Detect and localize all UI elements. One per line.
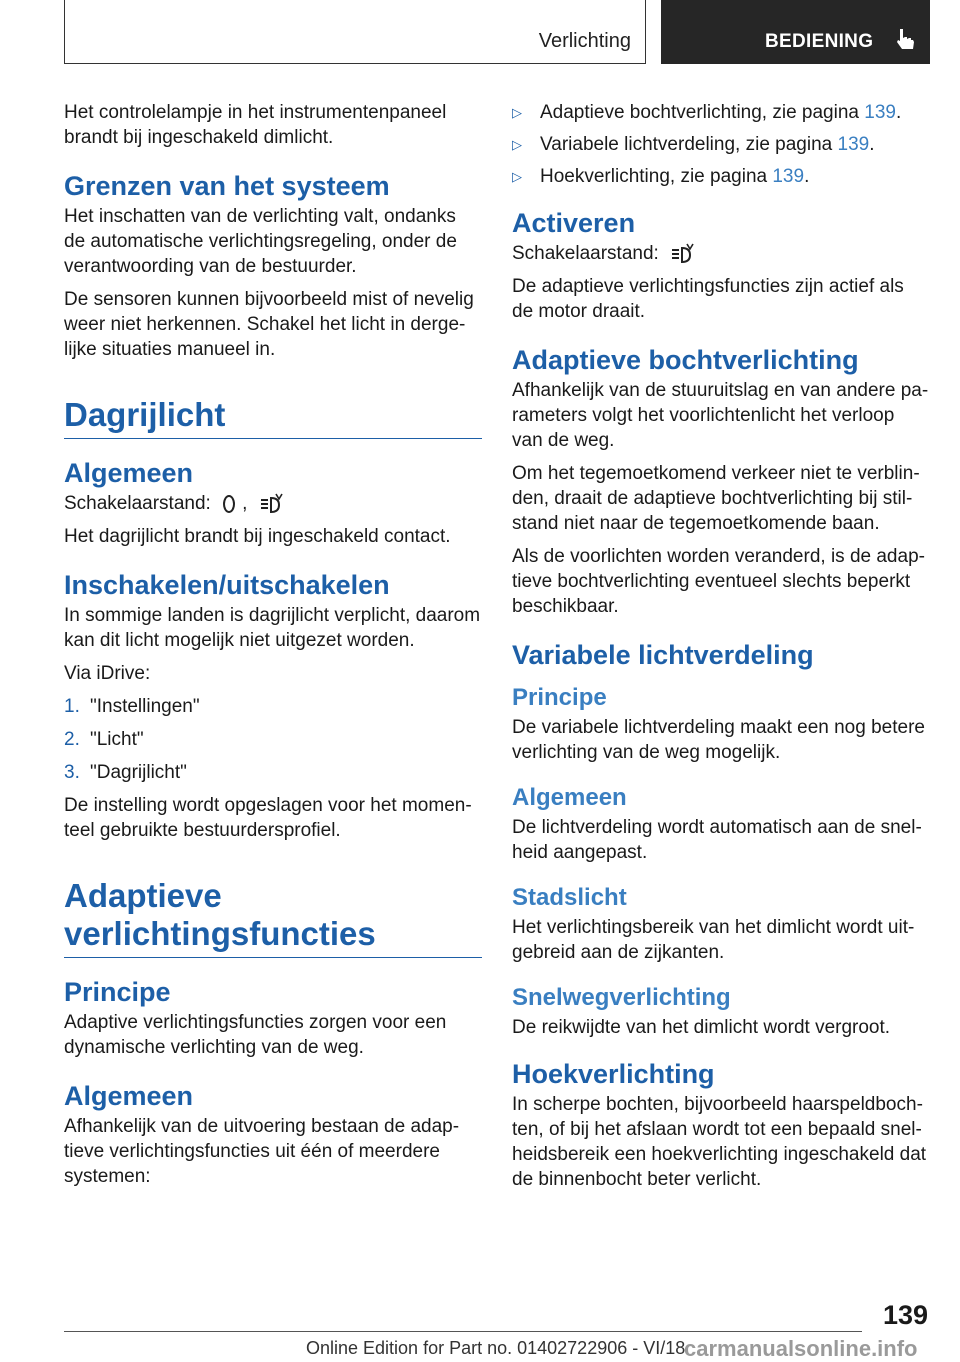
- page-header: [64, 0, 930, 66]
- switch-label: Schakelaarstand:: [512, 243, 659, 264]
- heading-algemeen-2: Algemeen: [64, 1081, 194, 1111]
- edition-text: Online Edition for Part no. 01402722906 - VI/18: [306, 1338, 686, 1358]
- heading-algemeen: Algemeen: [512, 784, 627, 811]
- list-item: 3. "Dagrijlicht": [64, 762, 187, 783]
- heading-adaptieve: Adaptieve verlichtingsfuncties: [64, 877, 482, 958]
- paragraph: In scherpe bochten, bijvoorbeeld haarspeldbochten, of bij het afslaan wordt tot een bepaald snelheidsbereik een hoekverlichting ingeschakeld dat de binnenbocht beter verlicht.: [512, 1094, 927, 1190]
- paragraph: De sensoren kunnen bijvoorbeeld mist of nevelig weer niet herkennen. Schakel het licht in dergelijke situaties manueel in.: [64, 289, 474, 360]
- list-item: 2. "Licht": [64, 729, 144, 750]
- switch-position-line: [64, 491, 482, 516]
- heading-algemeen: Algemeen: [64, 458, 194, 488]
- page-link[interactable]: 139: [837, 134, 870, 155]
- heading-hoekverlichting: Hoekverlichting: [512, 1059, 715, 1089]
- heading-activeren: Activeren: [512, 208, 636, 238]
- heading-snelwegverlichting: Snelwegverlichting: [512, 984, 731, 1011]
- paragraph: Het controlelampje in het instrumentenpaneel brandt bij ingeschakeld dimlicht.: [64, 102, 447, 148]
- paragraph: In sommige landen is dagrijlicht verplicht, daarom kan dit licht mogelijk niet uitgezet worden.: [64, 605, 481, 651]
- separator-comma: ,: [242, 493, 248, 514]
- paragraph: De lichtverdeling wordt automatisch aan de snelheid aangepast.: [512, 817, 922, 863]
- chapter-title: BEDIENING: [765, 31, 874, 52]
- heading-bochtverlichting: Adaptieve bochtverlichting: [512, 345, 859, 375]
- auto-headlight-icon: [670, 243, 696, 265]
- heading-principe: Principe: [512, 684, 607, 711]
- paragraph: Adaptive verlichtingsfuncties zorgen voor een dynamische verlichting van de weg.: [64, 1012, 447, 1058]
- paragraph: De variabele lichtverdeling maakt een nog betere verlichting van de weg mogelijk.: [512, 717, 925, 763]
- heading-principe: Principe: [64, 977, 171, 1007]
- idrive-steps: [64, 694, 482, 785]
- left-column: [64, 100, 482, 1197]
- list-item: ▷ Adaptieve bochtverlichting, zie pagina 139.: [512, 102, 902, 123]
- heading-stadslicht: Stadslicht: [512, 884, 627, 911]
- bullet-list: [512, 100, 930, 189]
- right-column: [512, 100, 930, 1200]
- page-link[interactable]: 139: [864, 102, 896, 123]
- heading-variabele: Variabele lichtverdeling: [512, 640, 814, 670]
- light-switch-zero-icon: [222, 494, 236, 514]
- list-item: 1. "Instellingen": [64, 696, 200, 717]
- triangle-bullet-icon: ▷: [512, 137, 522, 152]
- paragraph: Via iDrive:: [64, 663, 151, 684]
- page-link[interactable]: 139: [772, 166, 805, 187]
- paragraph: Het inschatten van de verlichting valt, ondanks de automatische verlichtingsregeling, onder de verantwoording van de bestuurder.: [64, 206, 457, 277]
- switch-label: Schakelaarstand:: [64, 493, 211, 514]
- hand-pointer-icon: [892, 26, 918, 52]
- heading-grenzen: Grenzen van het systeem: [64, 171, 390, 201]
- watermark: carmanualsonline.info: [684, 1336, 918, 1361]
- triangle-bullet-icon: ▷: [512, 169, 522, 184]
- auto-headlight-icon: [259, 493, 285, 515]
- paragraph: Om het tegemoetkomend verkeer niet te verblinden, draait de adaptieve bochtverlichting bij stilstand niet naar de tegemoetkomende baan.: [512, 463, 920, 534]
- chapter-tab: [661, 0, 930, 64]
- paragraph: Het dagrijlicht brandt bij ingeschakeld contact.: [64, 526, 451, 547]
- triangle-bullet-icon: ▷: [512, 105, 522, 120]
- heading-dagrijlicht: Dagrijlicht: [64, 396, 482, 439]
- section-title: Verlichting: [538, 30, 631, 52]
- page-number: 139: [882, 1300, 928, 1330]
- list-item: ▷ Hoekverlichting, zie pagina 139.: [512, 166, 810, 187]
- paragraph: De instelling wordt opgeslagen voor het momenteel gebruikte bestuurdersprofiel.: [64, 795, 472, 841]
- paragraph: Afhankelijk van de stuuruitslag en van andere parameters volgt het voorlichtenlicht het verloop van de weg.: [512, 380, 929, 451]
- paragraph: Afhankelijk van de uitvoering bestaan de adaptieve verlichtingsfuncties uit één of meerdere systemen:: [64, 1116, 460, 1187]
- paragraph: Als de voorlichten worden veranderd, is de adaptieve bochtverlichting eventueel slechts beperkt beschikbaar.: [512, 546, 925, 617]
- heading-inschakelen: Inschakelen/uitschakelen: [64, 570, 390, 600]
- switch-position-line: [512, 241, 930, 266]
- paragraph: De reikwijdte van het dimlicht wordt vergroot.: [512, 1017, 891, 1038]
- section-tab: [64, 0, 646, 64]
- list-item: ▷ Variabele lichtverdeling, zie pagina 139.: [512, 134, 875, 155]
- footer-divider: [64, 1331, 862, 1332]
- paragraph: Het verlichtingsbereik van het dimlicht wordt uitgebreid aan de zijkanten.: [512, 917, 915, 963]
- paragraph: De adaptieve verlichtingsfuncties zijn actief als de motor draait.: [512, 276, 904, 322]
